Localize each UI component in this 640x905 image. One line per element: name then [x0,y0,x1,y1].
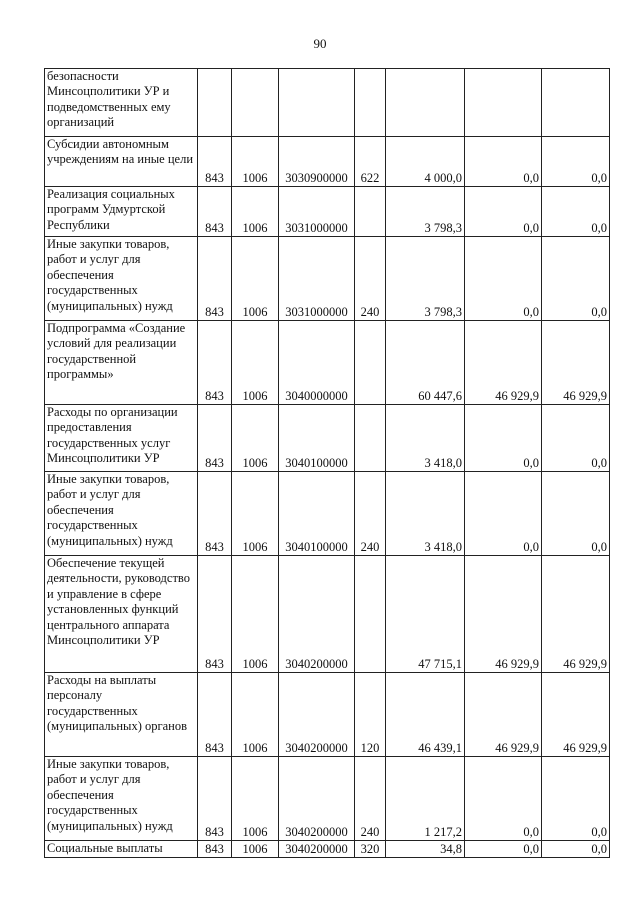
page-number: 90 [313,36,327,51]
sum-year2-cell: 46 929,9 [465,556,542,673]
section-code-cell: 1006 [232,673,279,757]
row-name-cell: Иные закупки товаров, работ и услуг для обеспечения государственных (муниципальных) нужд [45,237,198,321]
sum-year3-cell: 0,0 [542,405,610,472]
row-name-cell: Подпрограмма «Создание условий для реализации государственной программы» [45,321,198,405]
sum-year1-cell: 1 217,2 [386,757,465,841]
sum-year2-cell: 0,0 [465,405,542,472]
sum-year3-cell: 0,0 [542,187,610,237]
expense-type-cell [355,69,386,137]
sum-year1-cell: 34,8 [386,841,465,858]
grbs-code-cell: 843 [198,841,232,858]
section-code-cell: 1006 [232,841,279,858]
target-article-cell: 3040000000 [279,321,355,405]
sum-year3-cell: 0,0 [542,472,610,556]
section-code-cell: 1006 [232,556,279,673]
table-row [45,757,610,841]
sum-year1-cell: 60 447,6 [386,321,465,405]
section-code-cell [232,69,279,137]
sum-year2-cell: 0,0 [465,472,542,556]
section-code-cell: 1006 [232,321,279,405]
budget-table [44,68,610,858]
grbs-code-cell: 843 [198,321,232,405]
table-row [45,187,610,237]
row-name-cell: Иные закупки товаров, работ и услуг для обеспечения государственных (муниципальных) нужд [45,472,198,556]
sum-year3-cell: 0,0 [542,841,610,858]
grbs-code-cell: 843 [198,137,232,187]
target-article-cell: 3040200000 [279,673,355,757]
sum-year1-cell: 46 439,1 [386,673,465,757]
table-row [45,69,610,137]
sum-year1-cell: 3 418,0 [386,472,465,556]
row-name-cell: Социальные выплаты [45,841,198,858]
row-name-cell: Иные закупки товаров, работ и услуг для обеспечения государственных (муниципальных) нужд [45,757,198,841]
target-article-cell: 3030900000 [279,137,355,187]
sum-year3-cell: 46 929,9 [542,556,610,673]
sum-year2-cell: 0,0 [465,841,542,858]
target-article-cell: 3040200000 [279,556,355,673]
table-row [45,472,610,556]
grbs-code-cell: 843 [198,673,232,757]
sum-year2-cell: 46 929,9 [465,673,542,757]
target-article-cell: 3040100000 [279,472,355,556]
sum-year2-cell [465,69,542,137]
grbs-code-cell: 843 [198,405,232,472]
table-row [45,137,610,187]
expense-type-cell [355,187,386,237]
sum-year1-cell: 47 715,1 [386,556,465,673]
sum-year1-cell: 3 418,0 [386,405,465,472]
table-row [45,237,610,321]
sum-year3-cell: 0,0 [542,137,610,187]
sum-year1-cell: 4 000,0 [386,137,465,187]
sum-year2-cell: 0,0 [465,757,542,841]
target-article-cell [279,69,355,137]
expense-type-cell [355,321,386,405]
table-row [45,405,610,472]
sum-year1-cell [386,69,465,137]
section-code-cell: 1006 [232,237,279,321]
sum-year3-cell: 46 929,9 [542,673,610,757]
sum-year2-cell: 0,0 [465,137,542,187]
sum-year3-cell: 0,0 [542,237,610,321]
grbs-code-cell: 843 [198,472,232,556]
sum-year2-cell: 46 929,9 [465,321,542,405]
row-name-cell: безопасности Минсоцполитики УР и подведомственных ему организаций [45,69,198,137]
table-row [45,841,610,858]
target-article-cell: 3031000000 [279,187,355,237]
section-code-cell: 1006 [232,472,279,556]
section-code-cell: 1006 [232,137,279,187]
expense-type-cell: 240 [355,472,386,556]
target-article-cell: 3031000000 [279,237,355,321]
sum-year3-cell [542,69,610,137]
expense-type-cell: 240 [355,757,386,841]
sum-year3-cell: 0,0 [542,757,610,841]
grbs-code-cell: 843 [198,187,232,237]
grbs-code-cell: 843 [198,556,232,673]
expense-type-cell: 240 [355,237,386,321]
section-code-cell: 1006 [232,757,279,841]
expense-type-cell: 320 [355,841,386,858]
section-code-cell: 1006 [232,405,279,472]
section-code-cell: 1006 [232,187,279,237]
expense-type-cell [355,405,386,472]
sum-year2-cell: 0,0 [465,187,542,237]
expense-type-cell: 622 [355,137,386,187]
sum-year2-cell: 0,0 [465,237,542,321]
sum-year3-cell: 46 929,9 [542,321,610,405]
grbs-code-cell: 843 [198,237,232,321]
expense-type-cell [355,556,386,673]
target-article-cell: 3040200000 [279,841,355,858]
target-article-cell: 3040200000 [279,757,355,841]
table-row [45,321,610,405]
target-article-cell: 3040100000 [279,405,355,472]
sum-year1-cell: 3 798,3 [386,237,465,321]
expense-type-cell: 120 [355,673,386,757]
grbs-code-cell [198,69,232,137]
sum-year1-cell: 3 798,3 [386,187,465,237]
table-row [45,673,610,757]
row-name-cell: Расходы на выплаты персоналу государственных (муниципальных) органов [45,673,198,757]
table-row [45,556,610,673]
row-name-cell: Расходы по организации предоставления государственных услуг Минсоцполитики УР [45,405,198,472]
row-name-cell: Обеспечение текущей деятельности, руководство и управление в сфере установленных функций центрального аппарата Минсоцполитики УР [45,556,198,673]
grbs-code-cell: 843 [198,757,232,841]
row-name-cell: Реализация социальных программ Удмуртской Республики [45,187,198,237]
row-name-cell: Субсидии автономным учреждениям на иные цели [45,137,198,187]
